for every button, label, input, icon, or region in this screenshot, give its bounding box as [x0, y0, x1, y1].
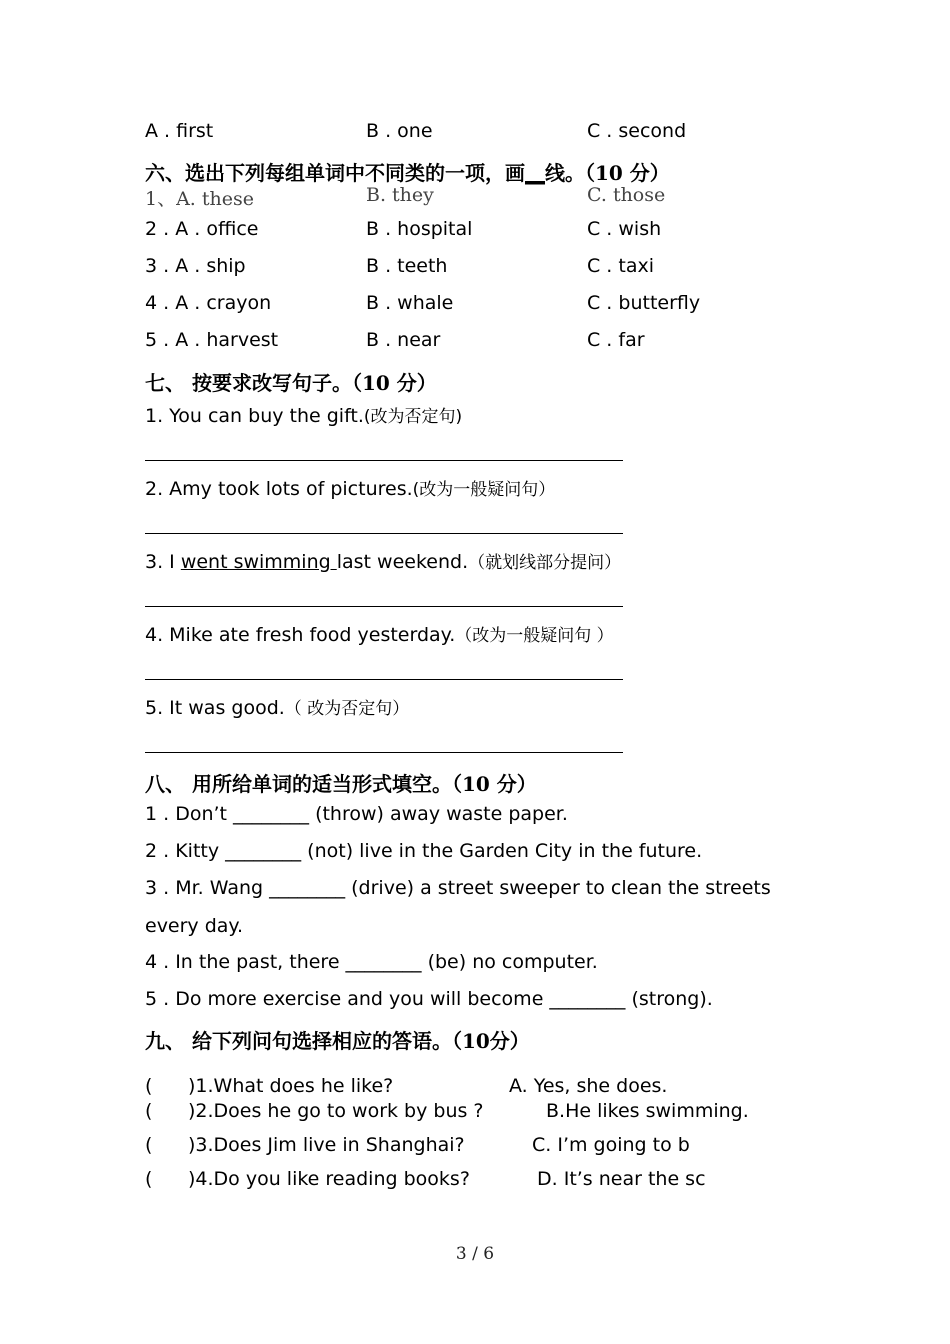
s9-paren-2: (	[145, 1100, 153, 1122]
s6-row2-c: C . wish	[587, 218, 662, 240]
s9-question-4: )4.Do you like reading books?	[188, 1168, 470, 1190]
s6-row2-b: B . hospital	[366, 218, 473, 240]
s6-row4-a: 4 . A . crayon	[145, 292, 272, 314]
s9-paren-3: (	[145, 1134, 153, 1156]
s6-row1-c: C. those	[587, 184, 666, 206]
s9-question-1: )1.What does he like?	[188, 1075, 394, 1097]
s7-answer-line-4[interactable]	[145, 679, 623, 680]
s8-line-4: 4 . In the past, there ________ (be) no computer.	[145, 951, 598, 973]
top-option-b: B . one	[366, 120, 433, 142]
s9-answer-b: B.He likes swimming.	[546, 1100, 749, 1122]
s6-row3-a: 3 . A . ship	[145, 255, 246, 277]
section7-title: 七、 按要求改写句子。（10 分）	[145, 371, 437, 395]
s8-line-2: 2 . Kitty ________ (not) live in the Garden City in the future.	[145, 840, 703, 862]
s7-answer-line-5[interactable]	[145, 752, 623, 753]
section6-title: 六、选出下列每组单词中不同类的一项，画__线。（10 分）	[145, 161, 670, 185]
s6-row5-a: 5 . A . harvest	[145, 329, 279, 351]
s6-row4-c: C . butterfly	[587, 292, 701, 314]
top-option-c: C . second	[587, 120, 687, 142]
s7-q5: 5. It was good.（ 改为否定句）	[145, 697, 410, 719]
s8-line-3-cont: every day.	[145, 915, 243, 937]
s9-paren-1: (	[145, 1075, 153, 1097]
s6-row1-b: B. they	[366, 184, 434, 206]
s8-line-1: 1 . Don’t ________ (throw) away waste paper.	[145, 803, 568, 825]
s7-q4: 4. Mike ate fresh food yesterday.（改为一般疑问句 ）	[145, 624, 614, 646]
s6-row4-b: B . whale	[366, 292, 454, 314]
s8-line-3: 3 . Mr. Wang ________ (drive) a street sweeper to clean the streets	[145, 877, 771, 899]
section9-title: 九、 给下列问句选择相应的答语。（10分）	[145, 1029, 530, 1053]
s6-row1-a: 1、A. these	[145, 188, 254, 210]
s7-answer-line-1[interactable]	[145, 460, 623, 461]
s6-row5-c: C . far	[587, 329, 645, 351]
section8-title: 八、 用所给单词的适当形式填空。（10 分）	[145, 772, 537, 796]
s6-row2-a: 2 . A . office	[145, 218, 259, 240]
s7-answer-line-2[interactable]	[145, 533, 623, 534]
s9-answer-d: D. It’s near the sc	[537, 1168, 706, 1190]
s9-question-3: )3.Does Jim live in Shanghai?	[188, 1134, 465, 1156]
s8-line-5: 5 . Do more exercise and you will become ________ (strong).	[145, 988, 713, 1010]
s9-question-2: )2.Does he go to work by bus ?	[188, 1100, 484, 1122]
s7-answer-line-3[interactable]	[145, 606, 623, 607]
s7-q1: 1. You can buy the gift.(改为否定句)	[145, 405, 463, 427]
s9-paren-4: (	[145, 1168, 153, 1190]
s7-q2: 2. Amy took lots of pictures.(改为一般疑问句）	[145, 478, 556, 500]
s7-q3: 3. I went swimming last weekend.（就划线部分提问）	[145, 551, 622, 573]
page-number: 3 / 6	[455, 1244, 495, 1264]
s6-row3-c: C . taxi	[587, 255, 655, 277]
s9-answer-c: C. I’m going to b	[532, 1134, 690, 1156]
s6-row5-b: B . near	[366, 329, 441, 351]
s9-answer-a: A. Yes, she does.	[509, 1075, 668, 1097]
top-option-a: A . first	[145, 120, 214, 142]
s6-row3-b: B . teeth	[366, 255, 448, 277]
